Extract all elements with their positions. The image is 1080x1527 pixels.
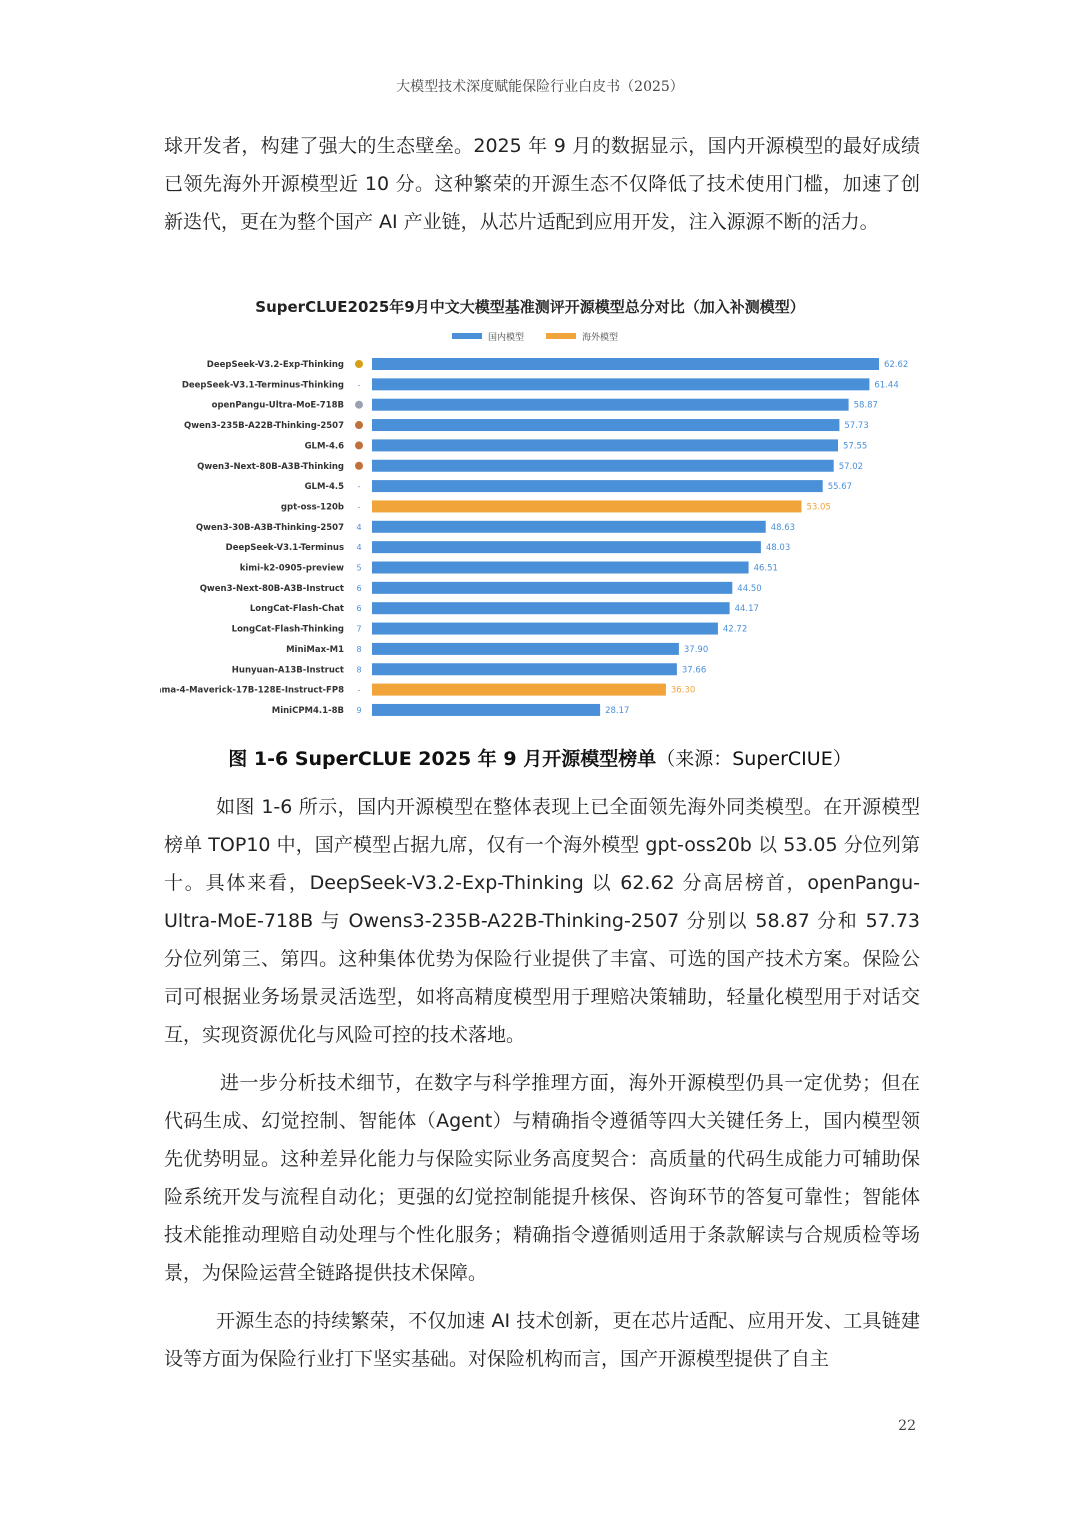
rank-marker: 4 [356, 522, 362, 532]
category-label: GLM-4.5 [304, 482, 344, 493]
legend-label: 国内模型 [488, 333, 525, 343]
value-label: 46.51 [753, 563, 778, 574]
value-label: 57.55 [843, 441, 868, 452]
bar [372, 582, 732, 594]
value-label: 42.72 [722, 624, 748, 635]
bar [372, 704, 600, 716]
category-label: kimi-k2-0905-preview [239, 563, 344, 574]
value-label: 57.02 [838, 461, 864, 472]
category-label: DeepSeek-V3.1-Terminus [225, 543, 344, 554]
paragraph-1: 球开发者，构建了强大的生态壁垒。2025 年 9 月的数据显示，国内开源模型的最好成绩已领先海外开源模型近 10 分。这种繁荣的开源生态不仅降低了技术使用门槛，加速了创新迭代，更在为整个国产 AI 产业链，从芯片适配到应用开发，注入源源不断的活力。 [164, 135, 920, 233]
category-label: MiniCPM4.1-8B [271, 705, 344, 716]
value-label: 36.30 [670, 685, 696, 696]
bar [372, 643, 679, 655]
figure-caption-source: （来源：SuperCIUE） [656, 748, 852, 770]
category-label: gpt-oss-120b [280, 502, 344, 513]
value-label: 61.44 [874, 380, 899, 391]
category-label: Llama-4-Maverick-17B-128E-Instruct-FP8 [160, 685, 344, 696]
category-label: Qwen3-Next-80B-A3B-Instruct [199, 583, 344, 594]
chart-title: SuperCLUE2025年9月中文大模型基准测评开源模型总分对比（加入补测模型） [255, 298, 805, 316]
value-label: 48.63 [770, 522, 796, 533]
category-label: Qwen3-235B-A22B-Thinking-2507 [184, 421, 344, 432]
rank-marker: 7 [356, 624, 362, 634]
category-label: GLM-4.6 [304, 441, 344, 452]
value-label: 44.17 [734, 604, 759, 615]
bar-chart [160, 292, 920, 724]
category-label: openPangu-Ultra-MoE-718B [211, 400, 344, 411]
value-label: 37.66 [681, 665, 707, 676]
bar [372, 541, 761, 553]
medal-icon [355, 441, 363, 449]
value-label: 62.62 [884, 360, 909, 370]
rank-marker: 4 [356, 543, 362, 553]
value-label: 57.73 [844, 421, 869, 432]
bar [372, 684, 666, 696]
figure-caption [0, 744, 1080, 771]
bar [372, 419, 839, 431]
paragraph-2: 如图 1-6 所示，国内开源模型在整体表现上已全面领先海外同类模型。在开源模型榜单 TOP10 中，国产模型占据九席，仅有一个海外模型 gpt-oss20b 以 53.05 分位列第十。具体来看，DeepSeek-V3.2-Exp-Thinking 以 62.62 分高居榜首，openPangu-Ultra-MoE-718B 与 Owens3-235B-A22B-Thinking-2507 分别以 58.87 分和 57.73 分位列第三、第四。这种集体优势为保险行业提供了丰富、可选的国产技术方案。保险公司可根据业务场景灵活选型，如将高精度模型用于理赔决策辅助，轻量化模型用于对话交互，实现资源优化与风险可控的技术落地。 [164, 796, 920, 1046]
rank-marker: - [357, 482, 361, 492]
rank-marker: 6 [356, 604, 362, 614]
rank-marker: 8 [356, 644, 362, 654]
category-label: Qwen3-30B-A3B-Thinking-2507 [195, 522, 344, 533]
legend-swatch [452, 333, 482, 339]
rank-marker: - [357, 380, 361, 390]
value-label: 28.17 [605, 705, 630, 716]
category-label: MiniMax-M1 [286, 644, 344, 655]
rank-marker: - [357, 502, 361, 512]
bar [372, 399, 849, 411]
bar [372, 480, 823, 492]
figure-caption-title: 图 1-6 SuperCLUE 2025 年 9 月开源模型榜单 [228, 748, 657, 770]
value-label: 37.90 [683, 644, 709, 655]
medal-icon [355, 360, 363, 368]
medal-icon [355, 421, 363, 429]
medal-icon [355, 462, 363, 470]
category-label: Hunyuan-A13B-Instruct [231, 665, 344, 676]
bar [372, 439, 838, 451]
value-label: 55.67 [827, 482, 853, 493]
bar [372, 623, 718, 635]
bar [372, 663, 677, 675]
value-label: 53.05 [806, 502, 831, 513]
bar [372, 358, 879, 370]
paragraph-3: 进一步分析技术细节，在数字与科学推理方面，海外开源模型仍具一定优势；但在代码生成、幻觉控制、智能体（Agent）与精确指令遵循等四大关键任务上，国内模型领先优势明显。这种差异化能力与保险实际业务高度契合：高质量的代码生成能力可辅助保险系统开发与流程自动化；更强的幻觉控制能提升核保、咨询环节的答复可靠性；智能体技术能推动理赔自动处理与个性化服务；精确指令遵循则适用于条款解读与合规质检等场景，为保险运营全链路提供技术保障。 [164, 1072, 920, 1284]
page-header: 大模型技术深度赋能保险行业白皮书（2025） [396, 79, 684, 95]
value-label: 44.50 [737, 583, 762, 594]
bar [372, 602, 730, 614]
medal-icon [355, 401, 363, 409]
rank-marker: - [357, 685, 361, 695]
category-label: DeepSeek-V3.1-Terminus-Thinking [181, 380, 344, 391]
bar [372, 562, 749, 574]
category-label: DeepSeek-V3.2-Exp-Thinking [206, 360, 344, 370]
bar [372, 378, 869, 390]
bar [372, 521, 766, 533]
bar [372, 500, 802, 512]
rank-marker: 6 [356, 583, 362, 593]
category-label: LongCat-Flash-Chat [249, 604, 344, 615]
category-label: Qwen3-Next-80B-A3B-Thinking [197, 461, 344, 472]
legend-label: 海外模型 [582, 333, 619, 343]
paragraph-4: 开源生态的持续繁荣，不仅加速 AI 技术创新，更在芯片适配、应用开发、工具链建设等方面为保险行业打下坚实基础。对保险机构而言，国产开源模型提供了自主 [164, 1310, 920, 1370]
chart-container [160, 292, 920, 724]
value-label: 58.87 [853, 400, 878, 411]
category-label: LongCat-Flash-Thinking [231, 624, 344, 635]
rank-marker: 9 [356, 705, 362, 715]
rank-marker: 5 [356, 563, 362, 573]
legend-swatch [546, 333, 576, 339]
bar [372, 460, 834, 472]
value-label: 48.03 [765, 543, 791, 554]
rank-marker: 8 [356, 665, 362, 675]
page-number: 22 [898, 1418, 916, 1434]
